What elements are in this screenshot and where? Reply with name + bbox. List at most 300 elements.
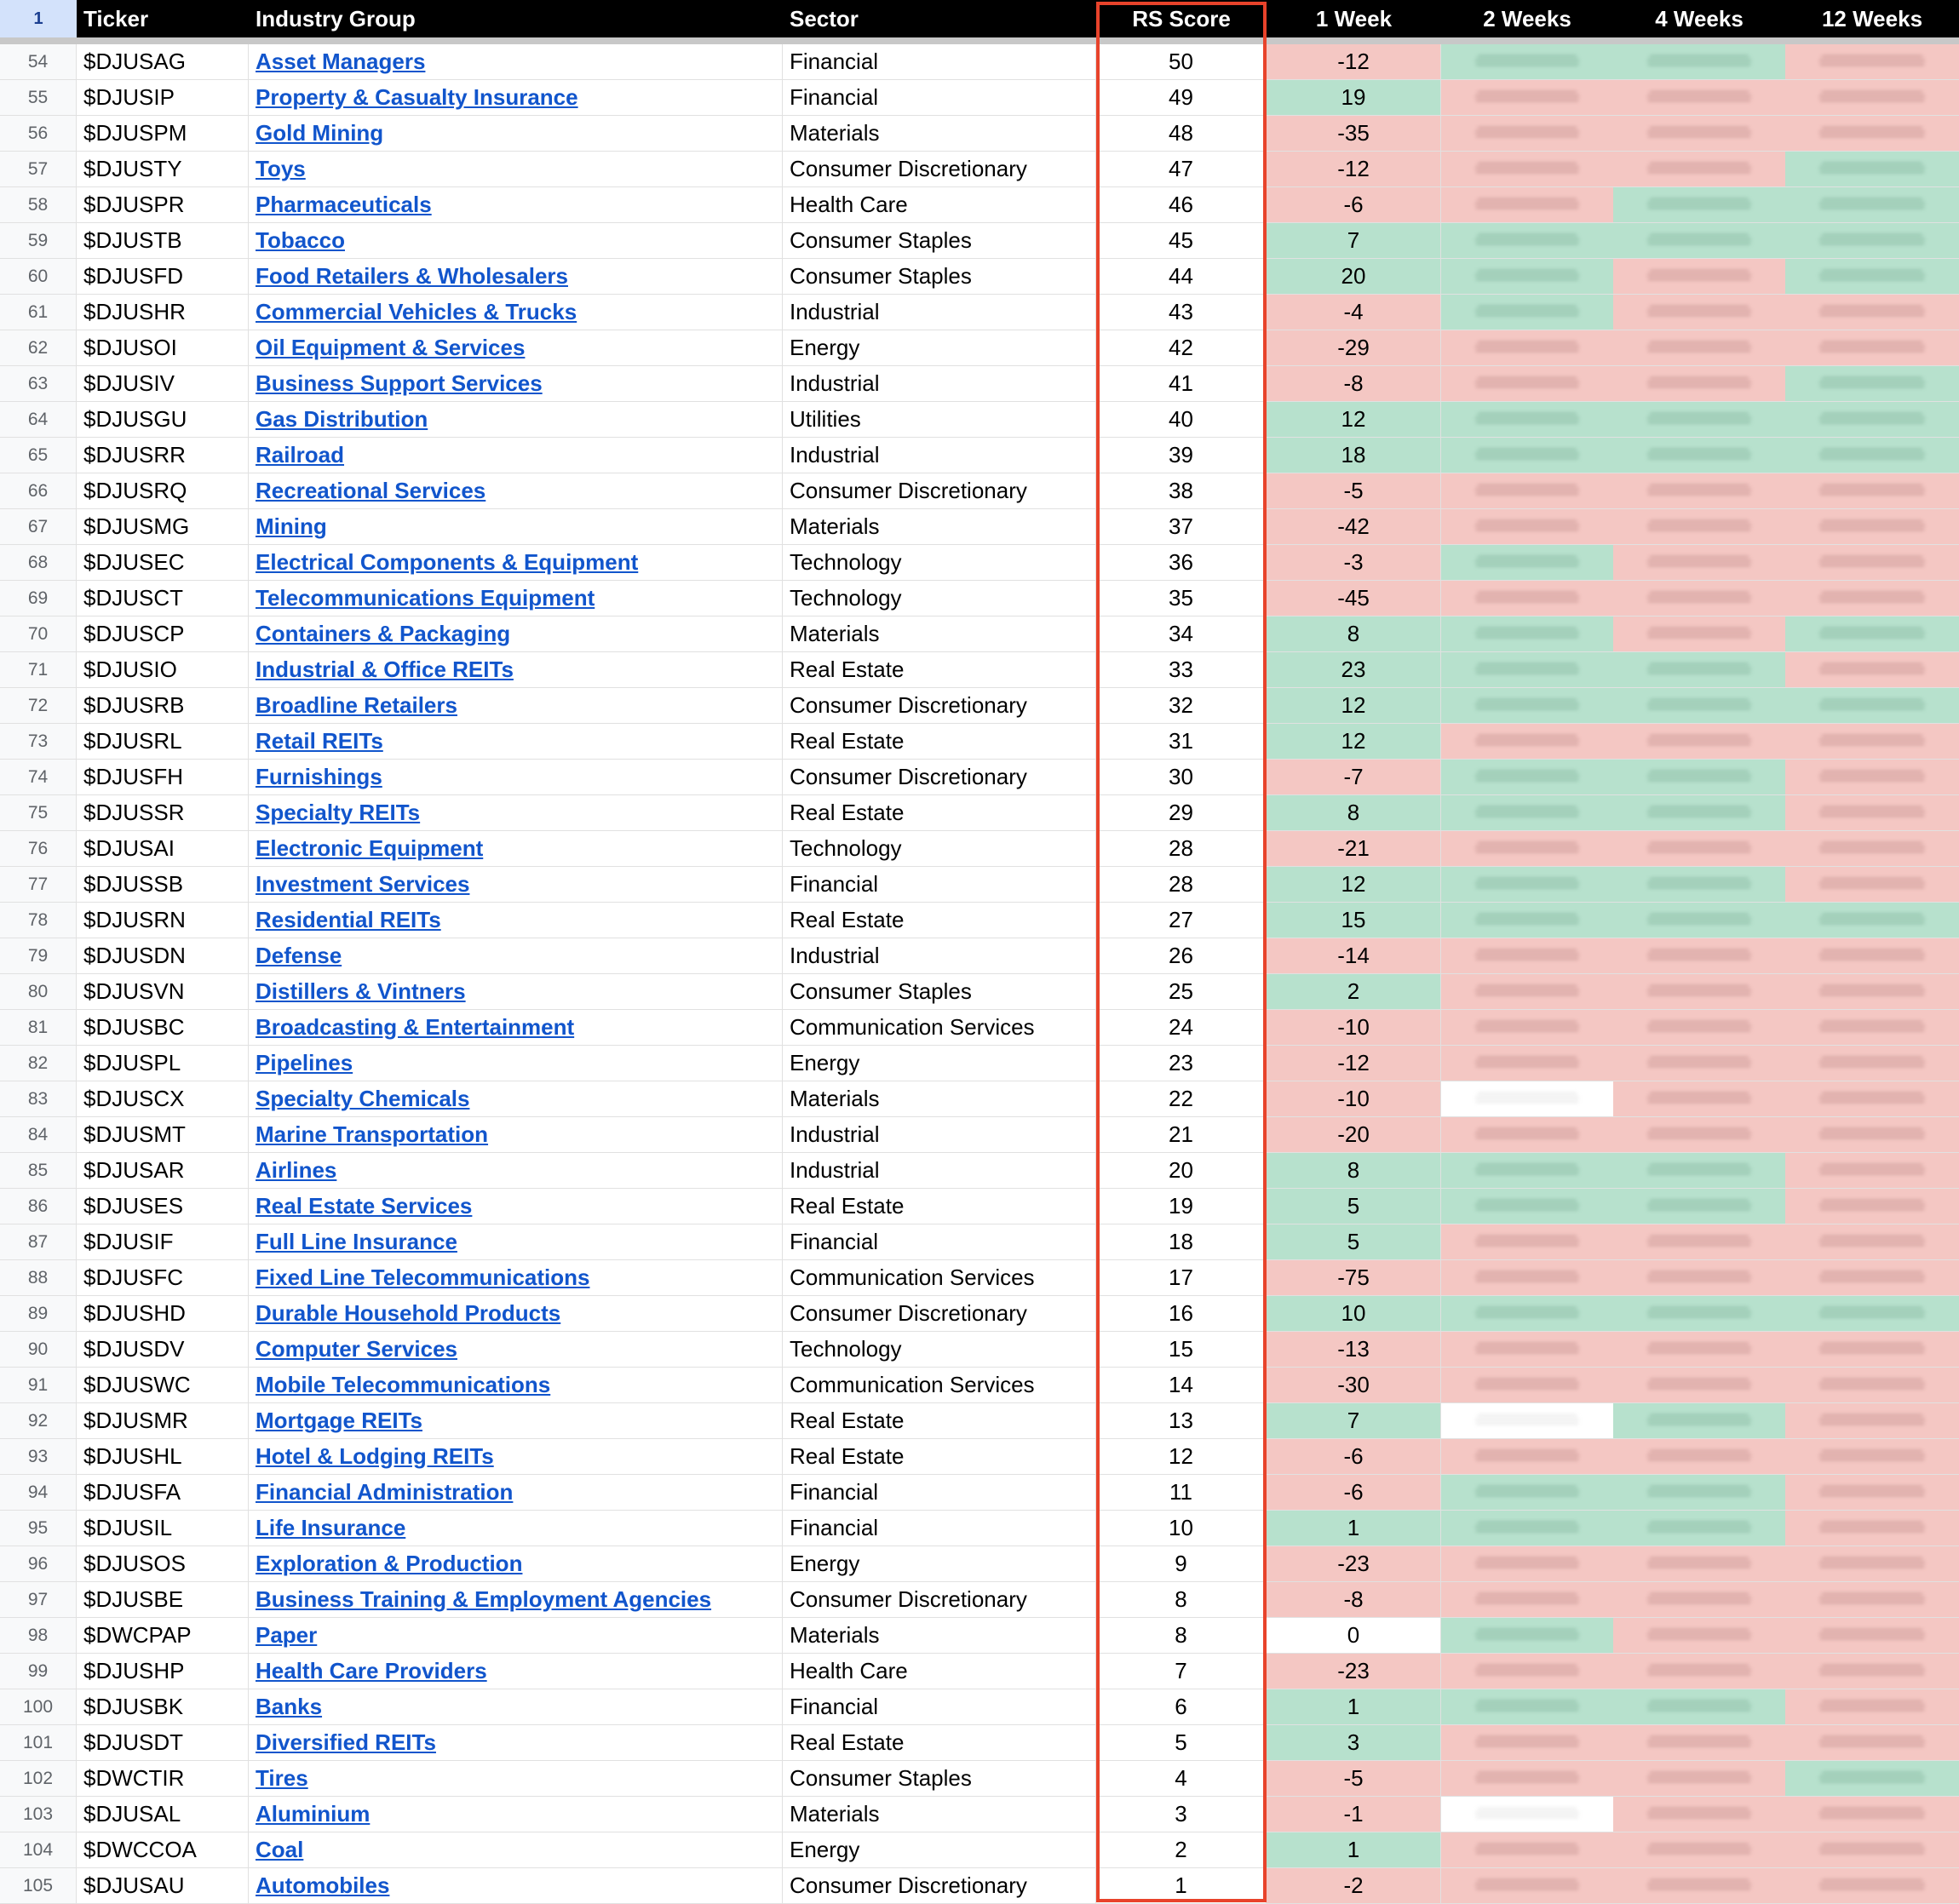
sector-cell[interactable]: Real Estate [783,1403,1096,1438]
one-week-cell[interactable]: -75 [1267,1260,1441,1295]
sector-cell[interactable]: Energy [783,1046,1096,1081]
one-week-cell[interactable]: 23 [1267,652,1441,687]
ticker-cell[interactable]: $DJUSHP [77,1654,249,1689]
twelve-weeks-cell-blurred[interactable] [1785,295,1959,330]
rs-score-cell[interactable]: 28 [1096,831,1267,866]
row-number[interactable]: 54 [0,44,77,79]
twelve-weeks-cell-blurred[interactable] [1785,1832,1959,1867]
industry-group-link[interactable]: Diversified REITs [256,1729,436,1755]
one-week-cell[interactable]: -5 [1267,473,1441,508]
rs-score-cell[interactable]: 6 [1096,1689,1267,1724]
twelve-weeks-cell-blurred[interactable] [1785,974,1959,1009]
row-number[interactable]: 92 [0,1403,77,1438]
sector-cell[interactable]: Industrial [783,1117,1096,1152]
four-weeks-cell-blurred[interactable] [1613,1725,1785,1760]
twelve-weeks-cell-blurred[interactable] [1785,1618,1959,1653]
sector-cell[interactable]: Health Care [783,1654,1096,1689]
sector-cell[interactable]: Materials [783,1618,1096,1653]
rs-score-cell[interactable]: 3 [1096,1797,1267,1832]
row-number[interactable]: 65 [0,438,77,473]
sector-cell[interactable]: Financial [783,1689,1096,1724]
row-number[interactable]: 105 [0,1868,77,1903]
rs-score-cell[interactable]: 8 [1096,1582,1267,1617]
ticker-cell[interactable]: $DJUSAU [77,1868,249,1903]
row-number[interactable]: 78 [0,903,77,938]
four-weeks-cell-blurred[interactable] [1613,1832,1785,1867]
ticker-cell[interactable]: $DJUSDN [77,938,249,973]
row-number[interactable]: 97 [0,1582,77,1617]
ticker-cell[interactable]: $DJUSMT [77,1117,249,1152]
twelve-weeks-cell-blurred[interactable] [1785,938,1959,973]
one-week-cell[interactable]: -21 [1267,831,1441,866]
ticker-cell[interactable]: $DJUSSB [77,867,249,902]
ticker-cell[interactable]: $DJUSRQ [77,473,249,508]
industry-group-cell[interactable] [249,617,783,651]
ticker-cell[interactable]: $DJUSIP [77,80,249,115]
rs-score-cell[interactable]: 25 [1096,974,1267,1009]
twelve-weeks-cell-blurred[interactable] [1785,116,1959,151]
sector-cell[interactable]: Consumer Staples [783,974,1096,1009]
two-weeks-cell-blurred[interactable] [1441,1010,1613,1045]
twelve-weeks-cell-blurred[interactable] [1785,1081,1959,1116]
rs-score-cell[interactable]: 7 [1096,1654,1267,1689]
industry-group-link[interactable]: Life Insurance [256,1515,406,1540]
ticker-cell[interactable]: $DJUSIF [77,1224,249,1259]
sector-cell[interactable]: Financial [783,80,1096,115]
four-weeks-cell-blurred[interactable] [1613,1010,1785,1045]
four-weeks-cell-blurred[interactable] [1613,974,1785,1009]
one-week-cell[interactable]: 8 [1267,1153,1441,1188]
industry-group-link[interactable]: Electronic Equipment [256,835,484,861]
industry-group-cell[interactable] [249,438,783,473]
four-weeks-cell-blurred[interactable] [1613,1761,1785,1796]
row-number[interactable]: 79 [0,938,77,973]
industry-group-cell[interactable] [249,1046,783,1081]
industry-group-link[interactable]: Automobiles [256,1872,390,1898]
industry-group-link[interactable]: Tires [256,1765,308,1791]
industry-group-link[interactable]: Mobile Telecommunications [256,1372,551,1397]
industry-group-link[interactable]: Distillers & Vintners [256,978,466,1004]
one-week-cell[interactable]: -1 [1267,1797,1441,1832]
twelve-weeks-cell-blurred[interactable] [1785,831,1959,866]
ticker-cell[interactable]: $DWCTIR [77,1761,249,1796]
one-week-cell[interactable]: 7 [1267,1403,1441,1438]
twelve-weeks-cell-blurred[interactable] [1785,1332,1959,1367]
industry-group-link[interactable]: Food Retailers & Wholesalers [256,263,568,289]
two-weeks-cell-blurred[interactable] [1441,1081,1613,1116]
industry-group-cell[interactable] [249,974,783,1009]
two-weeks-cell-blurred[interactable] [1441,1475,1613,1510]
industry-group-link[interactable]: Specialty Chemicals [256,1086,470,1111]
header-2-weeks[interactable]: 2 Weeks [1483,6,1571,32]
rs-score-cell[interactable]: 34 [1096,617,1267,651]
four-weeks-cell-blurred[interactable] [1613,223,1785,258]
industry-group-cell[interactable] [249,1260,783,1295]
four-weeks-cell-blurred[interactable] [1613,795,1785,830]
four-weeks-cell-blurred[interactable] [1613,116,1785,151]
four-weeks-cell-blurred[interactable] [1613,402,1785,437]
industry-group-cell[interactable] [249,1546,783,1581]
two-weeks-cell-blurred[interactable] [1441,223,1613,258]
one-week-cell[interactable]: 7 [1267,223,1441,258]
rs-score-cell[interactable]: 15 [1096,1332,1267,1367]
two-weeks-cell-blurred[interactable] [1441,1260,1613,1295]
industry-group-link[interactable]: Gold Mining [256,120,384,146]
twelve-weeks-cell-blurred[interactable] [1785,688,1959,723]
sector-cell[interactable]: Consumer Staples [783,223,1096,258]
sector-cell[interactable]: Materials [783,1081,1096,1116]
sector-cell[interactable]: Consumer Discretionary [783,1296,1096,1331]
industry-group-cell[interactable] [249,366,783,401]
one-week-cell[interactable]: 15 [1267,903,1441,938]
ticker-cell[interactable]: $DJUSPR [77,187,249,222]
rs-score-cell[interactable]: 10 [1096,1511,1267,1546]
one-week-cell[interactable]: -35 [1267,116,1441,151]
row-number[interactable]: 57 [0,152,77,186]
industry-group-cell[interactable] [249,1117,783,1152]
industry-group-link[interactable]: Mining [256,513,327,539]
two-weeks-cell-blurred[interactable] [1441,1117,1613,1152]
two-weeks-cell-blurred[interactable] [1441,80,1613,115]
industry-group-cell[interactable] [249,116,783,151]
two-weeks-cell-blurred[interactable] [1441,724,1613,759]
two-weeks-cell-blurred[interactable] [1441,545,1613,580]
sector-cell[interactable]: Consumer Staples [783,1761,1096,1796]
ticker-cell[interactable]: $DJUSCT [77,581,249,616]
row-number[interactable]: 55 [0,80,77,115]
twelve-weeks-cell-blurred[interactable] [1785,223,1959,258]
row-number[interactable]: 62 [0,330,77,365]
two-weeks-cell-blurred[interactable] [1441,1725,1613,1760]
header-4-weeks[interactable]: 4 Weeks [1655,6,1744,32]
one-week-cell[interactable]: 1 [1267,1511,1441,1546]
sector-cell[interactable]: Financial [783,1475,1096,1510]
sector-cell[interactable]: Real Estate [783,1189,1096,1224]
ticker-cell[interactable]: $DJUSFC [77,1260,249,1295]
twelve-weeks-cell-blurred[interactable] [1785,1153,1959,1188]
row-number[interactable]: 71 [0,652,77,687]
ticker-cell[interactable]: $DJUSRL [77,724,249,759]
two-weeks-cell-blurred[interactable] [1441,1224,1613,1259]
industry-group-link[interactable]: Containers & Packaging [256,621,511,646]
twelve-weeks-cell-blurred[interactable] [1785,152,1959,186]
industry-group-cell[interactable] [249,1010,783,1045]
industry-group-link[interactable]: Broadline Retailers [256,692,457,718]
two-weeks-cell-blurred[interactable] [1441,438,1613,473]
rs-score-cell[interactable]: 24 [1096,1010,1267,1045]
one-week-cell[interactable]: 18 [1267,438,1441,473]
industry-group-cell[interactable] [249,760,783,794]
one-week-cell[interactable]: -10 [1267,1010,1441,1045]
twelve-weeks-cell-blurred[interactable] [1785,1403,1959,1438]
rs-score-cell[interactable]: 23 [1096,1046,1267,1081]
ticker-cell[interactable]: $DJUSMR [77,1403,249,1438]
one-week-cell[interactable]: -3 [1267,545,1441,580]
row-number[interactable]: 91 [0,1368,77,1402]
two-weeks-cell-blurred[interactable] [1441,581,1613,616]
sector-cell[interactable]: Financial [783,44,1096,79]
four-weeks-cell-blurred[interactable] [1613,1153,1785,1188]
ticker-cell[interactable]: $DJUSPM [77,116,249,151]
rs-score-cell[interactable]: 9 [1096,1546,1267,1581]
row-number[interactable]: 72 [0,688,77,723]
row-number[interactable]: 100 [0,1689,77,1724]
one-week-cell[interactable]: 12 [1267,724,1441,759]
ticker-cell[interactable]: $DJUSAR [77,1153,249,1188]
sector-cell[interactable]: Industrial [783,295,1096,330]
industry-group-cell[interactable] [249,652,783,687]
ticker-cell[interactable]: $DJUSIV [77,366,249,401]
industry-group-cell[interactable] [249,1654,783,1689]
rs-score-cell[interactable]: 30 [1096,760,1267,794]
ticker-cell[interactable]: $DJUSES [77,1189,249,1224]
two-weeks-cell-blurred[interactable] [1441,116,1613,151]
industry-group-link[interactable]: Railroad [256,442,345,467]
four-weeks-cell-blurred[interactable] [1613,1189,1785,1224]
four-weeks-cell-blurred[interactable] [1613,1654,1785,1689]
industry-group-cell[interactable] [249,1511,783,1546]
row-number[interactable]: 69 [0,581,77,616]
industry-group-link[interactable]: Mortgage REITs [256,1408,422,1433]
twelve-weeks-cell-blurred[interactable] [1785,44,1959,79]
sector-cell[interactable]: Consumer Discretionary [783,473,1096,508]
two-weeks-cell-blurred[interactable] [1441,1868,1613,1903]
twelve-weeks-cell-blurred[interactable] [1785,1117,1959,1152]
two-weeks-cell-blurred[interactable] [1441,1761,1613,1796]
sector-cell[interactable]: Utilities [783,402,1096,437]
four-weeks-cell-blurred[interactable] [1613,1368,1785,1402]
industry-group-cell[interactable] [249,1439,783,1474]
industry-group-link[interactable]: Gas Distribution [256,406,428,432]
four-weeks-cell-blurred[interactable] [1613,1260,1785,1295]
one-week-cell[interactable]: -30 [1267,1368,1441,1402]
four-weeks-cell-blurred[interactable] [1613,938,1785,973]
rs-score-cell[interactable]: 45 [1096,223,1267,258]
four-weeks-cell-blurred[interactable] [1613,1046,1785,1081]
four-weeks-cell-blurred[interactable] [1613,1332,1785,1367]
one-week-cell[interactable]: -13 [1267,1332,1441,1367]
industry-group-cell[interactable] [249,330,783,365]
industry-group-link[interactable]: Telecommunications Equipment [256,585,595,611]
one-week-cell[interactable]: 2 [1267,974,1441,1009]
industry-group-link[interactable]: Furnishings [256,764,382,789]
sector-cell[interactable]: Consumer Discretionary [783,1582,1096,1617]
two-weeks-cell-blurred[interactable] [1441,1618,1613,1653]
row-number[interactable]: 87 [0,1224,77,1259]
ticker-cell[interactable]: $DJUSBC [77,1010,249,1045]
four-weeks-cell-blurred[interactable] [1613,1618,1785,1653]
industry-group-link[interactable]: Computer Services [256,1336,457,1362]
rs-score-cell[interactable]: 27 [1096,903,1267,938]
rs-score-cell[interactable]: 44 [1096,259,1267,294]
header-rs-score[interactable]: RS Score [1132,6,1231,32]
one-week-cell[interactable]: 1 [1267,1689,1441,1724]
four-weeks-cell-blurred[interactable] [1613,1117,1785,1152]
one-week-cell[interactable]: 3 [1267,1725,1441,1760]
sector-cell[interactable]: Industrial [783,938,1096,973]
two-weeks-cell-blurred[interactable] [1441,1439,1613,1474]
twelve-weeks-cell-blurred[interactable] [1785,1582,1959,1617]
industry-group-cell[interactable] [249,1224,783,1259]
row-number[interactable]: 84 [0,1117,77,1152]
two-weeks-cell-blurred[interactable] [1441,617,1613,651]
twelve-weeks-cell-blurred[interactable] [1785,903,1959,938]
sector-cell[interactable]: Real Estate [783,1725,1096,1760]
header-sector[interactable]: Sector [790,6,859,32]
rs-score-cell[interactable]: 32 [1096,688,1267,723]
two-weeks-cell-blurred[interactable] [1441,1368,1613,1402]
row-number[interactable]: 90 [0,1332,77,1367]
twelve-weeks-cell-blurred[interactable] [1785,1725,1959,1760]
industry-group-link[interactable]: Property & Casualty Insurance [256,84,578,110]
two-weeks-cell-blurred[interactable] [1441,402,1613,437]
industry-group-link[interactable]: Health Care Providers [256,1658,487,1683]
ticker-cell[interactable]: $DJUSHD [77,1296,249,1331]
industry-group-cell[interactable] [249,44,783,79]
four-weeks-cell-blurred[interactable] [1613,1439,1785,1474]
sector-cell[interactable]: Technology [783,831,1096,866]
industry-group-cell[interactable] [249,402,783,437]
ticker-cell[interactable]: $DJUSOI [77,330,249,365]
row-number[interactable]: 89 [0,1296,77,1331]
ticker-cell[interactable]: $DWCCOA [77,1832,249,1867]
industry-group-cell[interactable] [249,1618,783,1653]
sector-cell[interactable]: Real Estate [783,903,1096,938]
row-number[interactable]: 93 [0,1439,77,1474]
one-week-cell[interactable]: -12 [1267,152,1441,186]
industry-group-link[interactable]: Residential REITs [256,907,441,932]
row-number[interactable]: 73 [0,724,77,759]
two-weeks-cell-blurred[interactable] [1441,295,1613,330]
industry-group-link[interactable]: Business Support Services [256,370,543,396]
sector-cell[interactable]: Real Estate [783,652,1096,687]
one-week-cell[interactable]: -45 [1267,581,1441,616]
sector-cell[interactable]: Materials [783,617,1096,651]
industry-group-cell[interactable] [249,724,783,759]
four-weeks-cell-blurred[interactable] [1613,438,1785,473]
ticker-cell[interactable]: $DJUSTB [77,223,249,258]
row-number[interactable]: 99 [0,1654,77,1689]
rs-score-cell[interactable]: 29 [1096,795,1267,830]
four-weeks-cell-blurred[interactable] [1613,1296,1785,1331]
one-week-cell[interactable]: 0 [1267,1618,1441,1653]
header-ticker[interactable]: Ticker [83,6,149,32]
sector-cell[interactable]: Technology [783,1332,1096,1367]
industry-group-cell[interactable] [249,1153,783,1188]
row-number[interactable]: 83 [0,1081,77,1116]
industry-group-cell[interactable] [249,295,783,330]
four-weeks-cell-blurred[interactable] [1613,80,1785,115]
one-week-cell[interactable]: 20 [1267,259,1441,294]
header-row-number[interactable]: 1 [0,0,77,37]
two-weeks-cell-blurred[interactable] [1441,1153,1613,1188]
industry-group-link[interactable]: Recreational Services [256,478,486,503]
one-week-cell[interactable]: -23 [1267,1546,1441,1581]
industry-group-link[interactable]: Electrical Components & Equipment [256,549,639,575]
industry-group-cell[interactable] [249,903,783,938]
sector-cell[interactable]: Financial [783,1224,1096,1259]
two-weeks-cell-blurred[interactable] [1441,760,1613,794]
row-number[interactable]: 75 [0,795,77,830]
industry-group-cell[interactable] [249,152,783,186]
two-weeks-cell-blurred[interactable] [1441,1582,1613,1617]
four-weeks-cell-blurred[interactable] [1613,724,1785,759]
row-number[interactable]: 104 [0,1832,77,1867]
industry-group-cell[interactable] [249,688,783,723]
twelve-weeks-cell-blurred[interactable] [1785,1439,1959,1474]
header-industry-group[interactable]: Industry Group [256,6,416,32]
twelve-weeks-cell-blurred[interactable] [1785,330,1959,365]
two-weeks-cell-blurred[interactable] [1441,1654,1613,1689]
two-weeks-cell-blurred[interactable] [1441,1189,1613,1224]
industry-group-link[interactable]: Retail REITs [256,728,383,754]
sector-cell[interactable]: Financial [783,867,1096,902]
row-number[interactable]: 70 [0,617,77,651]
ticker-cell[interactable]: $DJUSBK [77,1689,249,1724]
two-weeks-cell-blurred[interactable] [1441,1546,1613,1581]
industry-group-link[interactable]: Banks [256,1694,323,1719]
twelve-weeks-cell-blurred[interactable] [1785,1797,1959,1832]
one-week-cell[interactable]: -7 [1267,760,1441,794]
industry-group-cell[interactable] [249,1189,783,1224]
two-weeks-cell-blurred[interactable] [1441,187,1613,222]
sector-cell[interactable]: Materials [783,1797,1096,1832]
ticker-cell[interactable]: $DJUSHL [77,1439,249,1474]
rs-score-cell[interactable]: 37 [1096,509,1267,544]
row-number[interactable]: 103 [0,1797,77,1832]
one-week-cell[interactable]: -4 [1267,295,1441,330]
row-number[interactable]: 60 [0,259,77,294]
two-weeks-cell-blurred[interactable] [1441,903,1613,938]
rs-score-cell[interactable]: 22 [1096,1081,1267,1116]
two-weeks-cell-blurred[interactable] [1441,1797,1613,1832]
ticker-cell[interactable]: $DJUSMG [77,509,249,544]
industry-group-cell[interactable] [249,545,783,580]
industry-group-link[interactable]: Marine Transportation [256,1121,489,1147]
one-week-cell[interactable]: -12 [1267,1046,1441,1081]
two-weeks-cell-blurred[interactable] [1441,152,1613,186]
row-number[interactable]: 80 [0,974,77,1009]
industry-group-cell[interactable] [249,581,783,616]
row-number[interactable]: 81 [0,1010,77,1045]
ticker-cell[interactable]: $DJUSFH [77,760,249,794]
industry-group-cell[interactable] [249,1332,783,1367]
industry-group-cell[interactable] [249,1725,783,1760]
industry-group-link[interactable]: Business Training & Employment Agencies [256,1586,712,1612]
twelve-weeks-cell-blurred[interactable] [1785,1475,1959,1510]
ticker-cell[interactable]: $DJUSCP [77,617,249,651]
two-weeks-cell-blurred[interactable] [1441,473,1613,508]
rs-score-cell[interactable]: 40 [1096,402,1267,437]
rs-score-cell[interactable]: 42 [1096,330,1267,365]
twelve-weeks-cell-blurred[interactable] [1785,760,1959,794]
ticker-cell[interactable]: $DJUSSR [77,795,249,830]
four-weeks-cell-blurred[interactable] [1613,688,1785,723]
four-weeks-cell-blurred[interactable] [1613,1868,1785,1903]
industry-group-link[interactable]: Paper [256,1622,318,1648]
two-weeks-cell-blurred[interactable] [1441,44,1613,79]
industry-group-cell[interactable] [249,1582,783,1617]
industry-group-cell[interactable] [249,831,783,866]
rs-score-cell[interactable]: 21 [1096,1117,1267,1152]
one-week-cell[interactable]: 19 [1267,80,1441,115]
sector-cell[interactable]: Health Care [783,187,1096,222]
industry-group-link[interactable]: Tobacco [256,227,345,253]
twelve-weeks-cell-blurred[interactable] [1785,1761,1959,1796]
sector-cell[interactable]: Consumer Discretionary [783,1868,1096,1903]
twelve-weeks-cell-blurred[interactable] [1785,652,1959,687]
twelve-weeks-cell-blurred[interactable] [1785,1689,1959,1724]
